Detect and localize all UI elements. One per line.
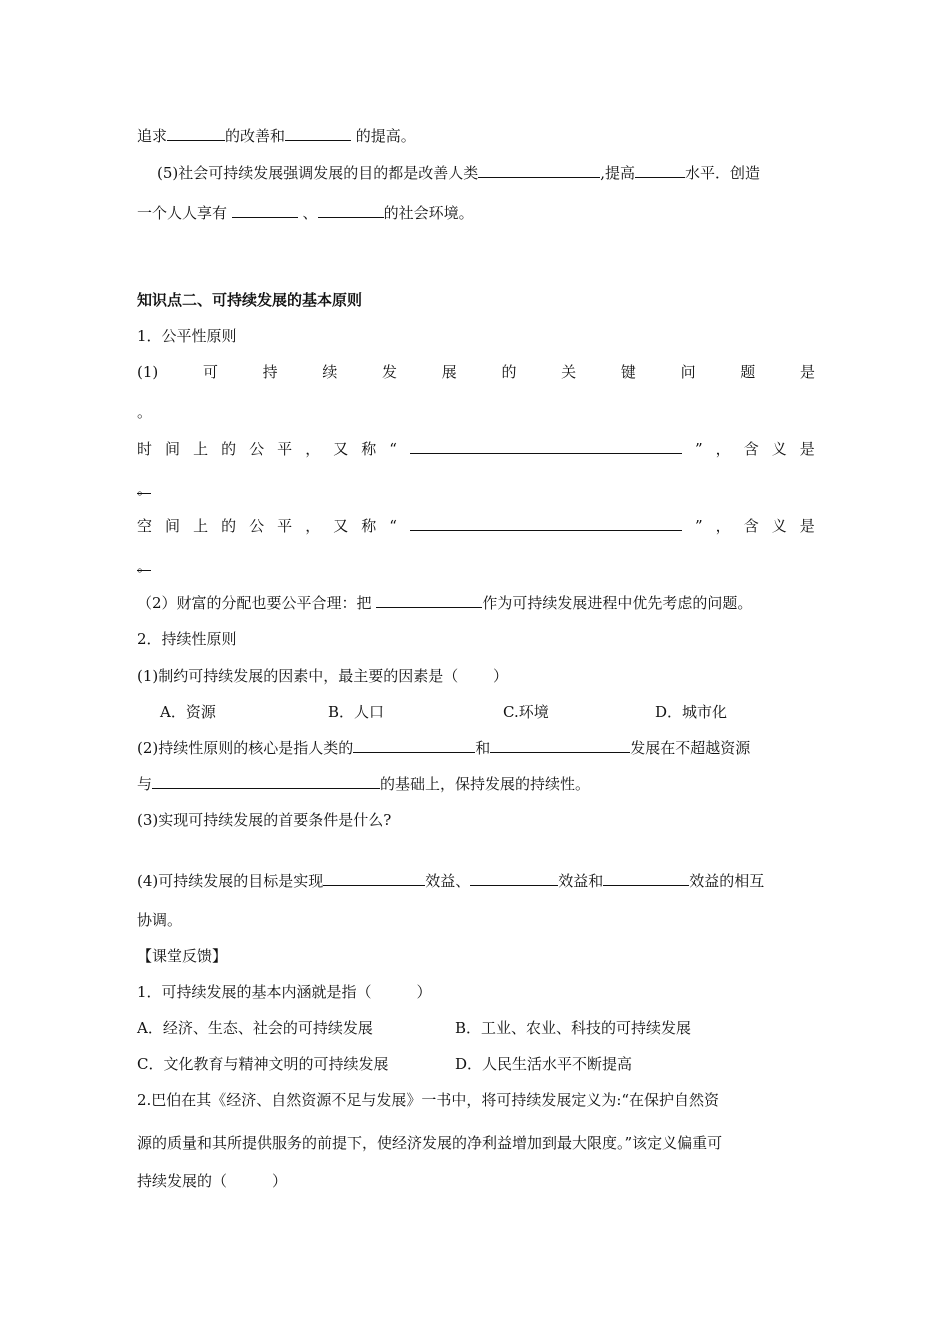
blank-line (285, 126, 351, 141)
question-line: (1)制约可持续发展的因素中，最主要的因素是（ ） (137, 667, 509, 685)
text-segment: 的提高。 (351, 127, 416, 145)
blank-line (410, 439, 682, 454)
subsection-heading: 1．公平性原则 (137, 327, 237, 345)
spaced-char: 是 (799, 363, 815, 381)
question-line: (3)实现可持续发展的首要条件是什么? (137, 811, 392, 829)
spaced-char: 平 (277, 440, 293, 458)
spaced-char: “ (389, 517, 397, 535)
option-d: D．人民生活水平不断提高 (455, 1055, 633, 1073)
text-segment: (2)持续性原则的核心是指人类的 (137, 739, 354, 757)
blank-line (323, 871, 425, 886)
text-segment: 效益和 (558, 872, 604, 890)
fill-blank-line-1 (137, 126, 416, 146)
spaced-char: ， (715, 440, 731, 458)
wealth-distribution-line (137, 593, 752, 613)
question-line: 2.巴伯在其《经济、自然资源不足与发展》一书中，将可持续发展定义为:“在保护自然资 (137, 1091, 720, 1109)
text-segment: (4)可持续发展的目标是实现 (137, 872, 324, 890)
spaced-char: ” (694, 517, 703, 535)
spaced-char: 展 (441, 363, 457, 381)
spaced-char: 平 (277, 517, 293, 535)
option-b: B．人口 (328, 703, 385, 721)
spaced-char: 键 (620, 363, 636, 381)
question-line: 持续发展的（ ） (137, 1172, 288, 1190)
text-segment: 和 (475, 739, 491, 757)
spaced-char: (1) (137, 363, 159, 381)
spaced-char: 关 (561, 363, 577, 381)
spaced-char: 是 (799, 517, 815, 535)
spaced-char: 含 (743, 440, 759, 458)
line-end-period (137, 556, 151, 576)
blank-line (635, 163, 685, 178)
spaced-char: 问 (680, 363, 696, 381)
spaced-char: 间 (165, 517, 181, 535)
spaced-char: 上 (193, 440, 209, 458)
spaced-char: 又 (333, 517, 349, 535)
underlined-period: 。 (137, 480, 153, 498)
space-fairness-line (137, 516, 815, 536)
underlined-period: 。 (137, 557, 153, 575)
text-segment: （2）财富的分配也要公平合理：把 (137, 594, 377, 612)
spaced-char: “ (389, 440, 397, 458)
spaced-char: 空 (137, 517, 153, 535)
spaced-char: 义 (771, 440, 787, 458)
line-end-period: 。 (137, 403, 153, 421)
text-segment: 的基础上，保持发展的持续性。 (380, 775, 591, 793)
spaced-char: 间 (165, 440, 181, 458)
blank-line (152, 774, 380, 789)
text-segment: 效益的相互 (689, 872, 765, 890)
spaced-char: ” (694, 440, 703, 458)
option-a: A．经济、生态、社会的可持续发展 (137, 1019, 373, 1037)
option-c: C．文化教育与精神文明的可持续发展 (137, 1055, 389, 1073)
text-line: 协调。 (137, 911, 183, 929)
spaced-char: 含 (743, 517, 759, 535)
text-segment: 与 (137, 775, 153, 793)
spaced-char: 续 (322, 363, 338, 381)
spaced-char: ， (715, 517, 731, 535)
time-fairness-line (137, 439, 815, 459)
blank-line (232, 203, 298, 218)
fill-blank-line (137, 774, 590, 794)
text-segment: ,提高 (600, 164, 636, 182)
text-segment: 的改善和 (225, 127, 286, 145)
blank-line (376, 593, 482, 608)
spaced-char: ， (305, 440, 321, 458)
spaced-char: 题 (740, 363, 756, 381)
section-heading: 知识点二、可持续发展的基本原则 (137, 291, 363, 309)
spaced-char: 公 (249, 440, 265, 458)
blank-line (353, 738, 475, 753)
option-c: C.环境 (503, 703, 549, 721)
fill-blank-line (137, 871, 764, 891)
fill-blank-line-3 (137, 203, 474, 223)
blank-line (470, 871, 558, 886)
line-end-period (137, 479, 151, 499)
text-segment: (5)社会可持续发展强调发展的目的都是改善人类 (157, 164, 479, 182)
spaced-char: 的 (221, 517, 237, 535)
spaced-char: 称 (361, 440, 377, 458)
text-segment: 作为可持续发展进程中优先考虑的问题。 (482, 594, 753, 612)
spaced-char: 可 (202, 363, 218, 381)
subsection-heading: 2．持续性原则 (137, 630, 237, 648)
blank-line (490, 738, 630, 753)
spaced-char: 上 (193, 517, 209, 535)
spaced-char: 的 (221, 440, 237, 458)
fill-blank-line-2 (157, 163, 760, 183)
justified-question-line (137, 362, 815, 382)
text-segment: 追求 (137, 127, 168, 145)
blank-line (478, 163, 600, 178)
spaced-char: 发 (382, 363, 398, 381)
blank-line (318, 203, 384, 218)
text-segment: 的社会环境。 (383, 204, 474, 222)
spaced-char: 时 (137, 440, 153, 458)
feedback-heading: 【课堂反馈】 (137, 947, 228, 965)
option-a: A．资源 (160, 703, 216, 721)
blank-line (167, 126, 225, 141)
spaced-char: 称 (361, 517, 377, 535)
spaced-char: 的 (501, 363, 517, 381)
option-d: D．城市化 (655, 703, 728, 721)
spaced-char: 是 (799, 440, 815, 458)
spaced-char: 义 (771, 517, 787, 535)
spaced-char: 公 (249, 517, 265, 535)
blank-line (410, 516, 682, 531)
option-b: B．工业、农业、科技的可持续发展 (455, 1019, 692, 1037)
blank-line (603, 871, 689, 886)
text-segment: 发展在不超越资源 (630, 739, 751, 757)
spaced-char: 持 (262, 363, 278, 381)
text-segment: 效益、 (425, 872, 471, 890)
text-segment: 水平．创造 (685, 164, 761, 182)
spaced-char: ， (305, 517, 321, 535)
question-line: 源的质量和其所提供服务的前提下，使经济发展的净利益增加到最大限度。”该定义偏重可 (137, 1134, 723, 1152)
question-line: 1．可持续发展的基本内涵就是指（ ） (137, 983, 432, 1001)
fill-blank-line (137, 738, 750, 758)
text-segment: 一个人人享有 (137, 204, 232, 222)
text-segment: 、 (297, 204, 318, 222)
spaced-char: 又 (333, 440, 349, 458)
